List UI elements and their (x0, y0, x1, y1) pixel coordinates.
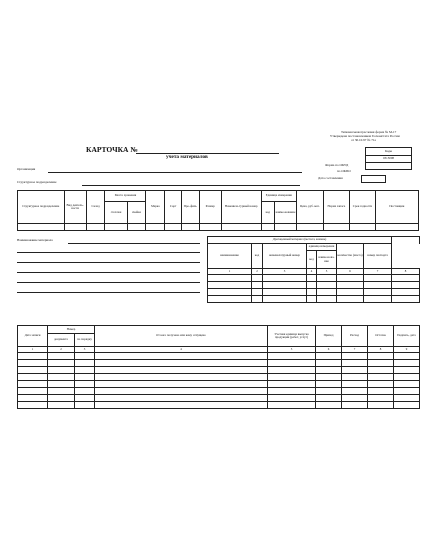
pt-cell[interactable] (392, 296, 420, 303)
pt-num: 1 (208, 269, 252, 275)
struct-label: Структурное подразделение (17, 180, 57, 184)
mt-cell[interactable] (316, 360, 342, 367)
pt-cell[interactable] (364, 296, 392, 303)
mt-cell[interactable] (75, 388, 95, 395)
mt-cell[interactable] (75, 360, 95, 367)
struct-field[interactable] (82, 185, 300, 186)
pt-cell[interactable] (208, 289, 252, 296)
pt-num: 3 (263, 269, 307, 275)
mt-cell[interactable] (316, 367, 342, 374)
mt-cell[interactable] (18, 367, 48, 374)
top-cell[interactable] (146, 224, 165, 231)
mt-cell[interactable] (18, 360, 48, 367)
mt-num: 8 (368, 347, 394, 353)
material-label: Наименование материала (17, 238, 53, 242)
mt-cell[interactable] (342, 388, 368, 395)
precious-table (207, 236, 420, 303)
form-note-line-2: Утверждена постановлением Госкомстата России (330, 134, 400, 138)
mt-num: 7 (342, 347, 368, 353)
precious-title: Драгоценный материал (металл, камень) (208, 237, 392, 244)
mt-cell[interactable] (75, 374, 95, 381)
mt-cell[interactable] (48, 374, 75, 381)
pt-cell[interactable] (252, 275, 263, 282)
mt-number: Номер (48, 326, 95, 334)
okud-label: Форма по ОКУД (325, 163, 349, 167)
mt-cell[interactable] (316, 395, 342, 402)
pt-cell[interactable] (307, 296, 317, 303)
mt-cell[interactable] (342, 353, 368, 360)
pt-cell[interactable] (337, 289, 364, 296)
pt-cell[interactable] (392, 275, 420, 282)
mt-cell[interactable] (368, 388, 394, 395)
mt-cell[interactable] (268, 395, 316, 402)
material-line-4[interactable] (17, 272, 200, 273)
pt-cell[interactable] (263, 289, 307, 296)
top-table (17, 190, 419, 231)
mt-order: по порядку (75, 334, 95, 347)
card-title: КАРТОЧКА № (86, 145, 138, 154)
mt-doc: документа (48, 334, 75, 347)
mt-cell[interactable] (18, 388, 48, 395)
mt-cell[interactable] (368, 367, 394, 374)
pt-cell[interactable] (252, 282, 263, 289)
pt-num: 2 (252, 269, 263, 275)
mt-num: 9 (394, 347, 420, 353)
pt-cell[interactable] (208, 282, 252, 289)
th-nomenclature: Номенкла-турный номер (221, 191, 261, 224)
top-cell[interactable] (199, 224, 221, 231)
pt-cell[interactable] (392, 289, 420, 296)
top-cell[interactable] (261, 224, 274, 231)
pt-cell[interactable] (263, 275, 307, 282)
pt-cell[interactable] (317, 282, 337, 289)
mt-cell[interactable] (368, 374, 394, 381)
mt-cell[interactable] (368, 402, 394, 409)
mt-cell[interactable] (394, 381, 420, 388)
top-cell[interactable] (221, 224, 261, 231)
top-cell[interactable] (274, 224, 296, 231)
pt-cell[interactable] (364, 275, 392, 282)
okpo-label: по ОКПО (337, 169, 351, 173)
th-profile: Про-филь (181, 191, 199, 224)
org-label: Организация (17, 167, 36, 171)
mt-balance: Остаток (368, 326, 394, 347)
codes-label: Коды (366, 148, 412, 156)
top-cell[interactable] (350, 224, 375, 231)
th-cell: ячейка (127, 202, 146, 224)
pt-cell[interactable] (337, 282, 364, 289)
form-note-line-1: Типовая межотраслевая форма № М-17 (341, 130, 397, 134)
mt-signature: Подпись, дата (394, 326, 420, 347)
mt-cell[interactable] (368, 360, 394, 367)
precious-blank (392, 237, 420, 244)
mt-cell[interactable] (394, 360, 420, 367)
codes-table (365, 147, 412, 170)
mt-cell[interactable] (268, 367, 316, 374)
date-field[interactable] (362, 176, 386, 183)
pt-cell[interactable] (364, 282, 392, 289)
th-shelf-life: Срок годности (350, 191, 375, 224)
th-price: Цена, руб. коп. (297, 191, 324, 224)
mt-cell[interactable] (268, 388, 316, 395)
mt-cell[interactable] (95, 374, 268, 381)
mt-num: 1 (18, 347, 48, 353)
top-cell[interactable] (105, 224, 127, 231)
top-cell[interactable] (18, 224, 65, 231)
mt-cell[interactable] (18, 402, 48, 409)
material-line-2[interactable] (17, 252, 200, 253)
pt-nomenclature: номенклатурный номер (263, 244, 307, 269)
pt-qty: количество (масса) (337, 244, 364, 269)
th-norm: Норма запаса (323, 191, 350, 224)
mt-unit: Учетная единица выпуска продукции (работ, услуг) (268, 326, 316, 347)
mt-income: Приход (316, 326, 342, 347)
mt-cell[interactable] (394, 367, 420, 374)
mt-cell[interactable] (48, 402, 75, 409)
form-note-line-3: от 30.10.97 № 71а (351, 138, 376, 142)
top-cell[interactable] (127, 224, 146, 231)
mt-num: 6 (316, 347, 342, 353)
mt-cell[interactable] (342, 374, 368, 381)
mt-cell[interactable] (394, 353, 420, 360)
mt-cell[interactable] (268, 374, 316, 381)
mt-cell[interactable] (75, 402, 95, 409)
mt-cell[interactable] (368, 353, 394, 360)
mt-num: 4 (95, 347, 268, 353)
th-brand: Марка (146, 191, 165, 224)
mt-cell[interactable] (368, 381, 394, 388)
mt-cell[interactable] (75, 367, 95, 374)
pt-unit-name: наиме-нова-ние (317, 251, 337, 269)
pt-cell[interactable] (252, 289, 263, 296)
mt-cell[interactable] (342, 360, 368, 367)
pt-num: 6 (337, 269, 364, 275)
pt-cell[interactable] (252, 296, 263, 303)
mt-cell[interactable] (18, 381, 48, 388)
th-unit-name: наиме-нование (274, 202, 296, 224)
mt-cell[interactable] (48, 388, 75, 395)
mt-cell[interactable] (95, 360, 268, 367)
pt-cell[interactable] (364, 289, 392, 296)
material-line-1[interactable] (68, 243, 200, 244)
mt-date: Дата записи (18, 326, 48, 347)
mt-cell[interactable] (75, 395, 95, 402)
mt-cell[interactable] (268, 360, 316, 367)
top-cell[interactable] (64, 224, 86, 231)
th-size: Размер (199, 191, 221, 224)
material-line-6[interactable] (17, 292, 200, 293)
pt-cell[interactable] (337, 296, 364, 303)
pt-cell[interactable] (307, 282, 317, 289)
pt-cell[interactable] (307, 275, 317, 282)
pt-cell[interactable] (392, 282, 420, 289)
mt-cell[interactable] (394, 374, 420, 381)
pt-cell[interactable] (263, 296, 307, 303)
pt-cell[interactable] (317, 289, 337, 296)
mt-cell[interactable] (394, 402, 420, 409)
mt-from-to: От кого получено или кому отпущено (95, 326, 268, 347)
pt-num: 8 (392, 269, 420, 275)
mt-cell[interactable] (95, 395, 268, 402)
top-cell[interactable] (86, 224, 105, 231)
mt-cell[interactable] (268, 353, 316, 360)
th-unit: Единица измерения (261, 191, 296, 202)
mt-num: 5 (268, 347, 316, 353)
mt-cell[interactable] (368, 395, 394, 402)
pt-cell[interactable] (337, 275, 364, 282)
mt-cell[interactable] (342, 395, 368, 402)
mt-cell[interactable] (48, 395, 75, 402)
pt-num: 5 (317, 269, 337, 275)
org-field[interactable] (48, 172, 302, 173)
mt-cell[interactable] (342, 367, 368, 374)
mt-cell[interactable] (18, 353, 48, 360)
mt-cell[interactable] (18, 374, 48, 381)
top-cell[interactable] (375, 224, 418, 231)
material-line-5[interactable] (17, 282, 200, 283)
mt-cell[interactable] (48, 367, 75, 374)
mt-cell[interactable] (316, 353, 342, 360)
th-grade: Сорт (165, 191, 182, 224)
th-rack: стеллаж (105, 202, 127, 224)
th-warehouse: Склад (86, 191, 105, 224)
material-line-3[interactable] (17, 262, 200, 263)
mt-cell[interactable] (316, 381, 342, 388)
th-supplier: Поставщик (375, 191, 418, 224)
mt-cell[interactable] (268, 402, 316, 409)
mt-expense: Расход (342, 326, 368, 347)
okpo-code[interactable] (366, 163, 412, 170)
mt-cell[interactable] (268, 381, 316, 388)
main-table (17, 325, 420, 409)
mt-cell[interactable] (48, 381, 75, 388)
mt-cell[interactable] (75, 353, 95, 360)
pt-unit: единица измерения (307, 244, 337, 251)
th-unit-code: код (261, 202, 274, 224)
top-cell[interactable] (297, 224, 324, 231)
pt-unit-code: код (307, 251, 317, 269)
mt-cell[interactable] (342, 402, 368, 409)
mt-cell[interactable] (18, 395, 48, 402)
mt-cell[interactable] (342, 381, 368, 388)
pt-num: 4 (307, 269, 317, 275)
mt-num: 3 (75, 347, 95, 353)
pt-name: наименование (208, 244, 252, 269)
mt-cell[interactable] (316, 374, 342, 381)
mt-cell[interactable] (95, 353, 268, 360)
mt-cell[interactable] (75, 381, 95, 388)
mt-cell[interactable] (95, 402, 268, 409)
mt-cell[interactable] (316, 388, 342, 395)
date-box (361, 175, 386, 183)
pt-cell[interactable] (317, 275, 337, 282)
mt-cell[interactable] (48, 360, 75, 367)
pt-passport: номер паспорта (364, 244, 392, 269)
mt-cell[interactable] (48, 353, 75, 360)
card-subtitle: учета материалов (166, 154, 208, 160)
pt-cell[interactable] (208, 275, 252, 282)
pt-cell[interactable] (307, 289, 317, 296)
pt-cell[interactable] (317, 296, 337, 303)
mt-cell[interactable] (394, 388, 420, 395)
okud-code[interactable]: 0315008 (366, 156, 412, 163)
mt-num: 2 (48, 347, 75, 353)
mt-cell[interactable] (95, 367, 268, 374)
pt-code: код (252, 244, 263, 269)
th-activity: Вид деятель-ности (64, 191, 86, 224)
mt-cell[interactable] (394, 395, 420, 402)
date-label: Дата составления (318, 176, 343, 180)
mt-cell[interactable] (95, 381, 268, 388)
top-cell[interactable] (165, 224, 182, 231)
mt-cell[interactable] (95, 388, 268, 395)
pt-num: 7 (364, 269, 392, 275)
pt-cell[interactable] (263, 282, 307, 289)
th-struct: Структурное подразделение (18, 191, 65, 224)
pt-cell[interactable] (208, 296, 252, 303)
top-cell[interactable] (323, 224, 350, 231)
top-cell[interactable] (181, 224, 199, 231)
th-storage: Место хранения (105, 191, 146, 202)
mt-cell[interactable] (316, 402, 342, 409)
